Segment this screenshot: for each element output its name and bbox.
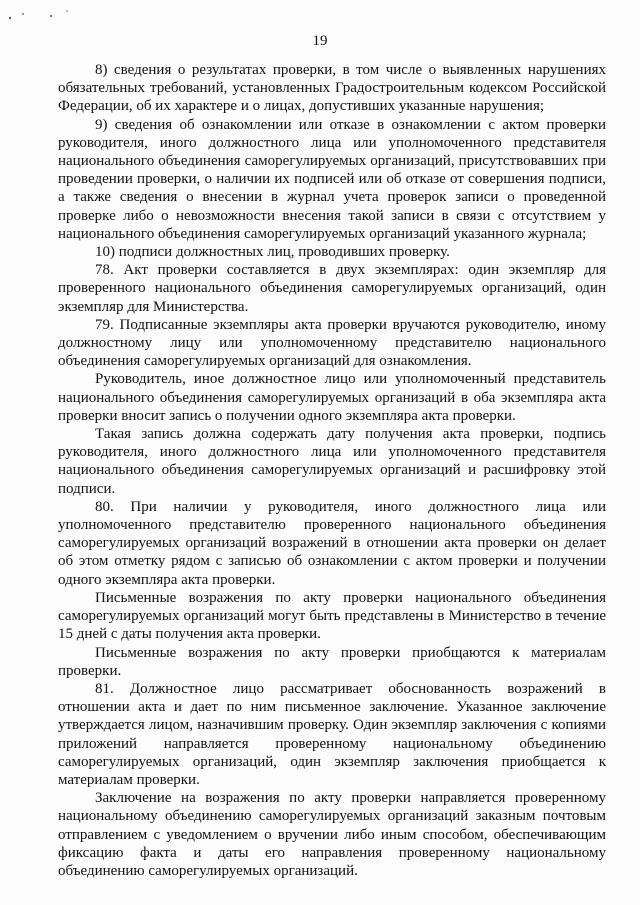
scan-specks bbox=[4, 4, 74, 24]
page-number: 19 bbox=[312, 33, 328, 49]
paragraph-record-contents: Такая запись должна содержать дату получения акта проверки, подпись руководителя, иного должностного лица или уполномоченного представителя национального объединения саморегулируемых организаций и расшифровку этой подписи. bbox=[58, 426, 606, 497]
paragraph-objections-attached: Письменные возражения по акту проверки приобщаются к материалам проверки. bbox=[58, 644, 606, 679]
paragraph-clause-80: 80. При наличии у руководителя, иного должностного лица или уполномоченного представителю проверенного национального объединения саморегулируемых организаций возражений в отношении акта проверки он делает об этом отметку рядом с записью об ознакомлении с актом проверки и получении одного экземпляра акта проверки. bbox=[58, 498, 606, 588]
paragraph-receipt-record: Руководитель, иное должностное лицо или уполномоченный представитель национального объединения саморегулируемых организаций в оба экземпляра акта проверки вносит запись о получении одного экземпляра акта проверки. bbox=[58, 371, 606, 424]
document-body bbox=[58, 61, 606, 880]
paragraph-item-10: 10) подписи должностных лиц, проводивших проверку. bbox=[95, 244, 450, 261]
paragraph-written-objections: Письменные возражения по акту проверки национального объединения саморегулируемых организаций могут быть представлены в Министерство в течение 15 дней с даты получения акта проверки. bbox=[58, 589, 606, 643]
paragraph-item-9: 9) сведения об ознакомлении или отказе в ознакомлении с актом проверки руководителя, иного должностного лица или уполномоченного представителя национального объединения саморегулируемых организаций, присутствовавших при проведении проверки, о наличии их подписей или об отказе от совершения подписи, а также сведения о внесении в журнал учета проверок записи о проведенной проверке либо о невозможности внесения такой записи в связи с отсутствием у национального объединения саморегулируемых организаций указанного журнала; bbox=[58, 116, 606, 242]
paragraph-clause-78: 78. Акт проверки составляется в двух экземплярах: один экземпляр для проверенного национального объединения саморегулируемых организаций, один экземпляр для Министерства. bbox=[58, 262, 606, 315]
paragraph-item-8: 8) сведения о результатах проверки, в том числе о выявленных нарушениях обязательных требований, установленных Градостроительным кодексом Российской Федерации, об их характере и о лицах, допустивших указанные нарушения; bbox=[58, 62, 606, 115]
paragraph-clause-79: 79. Подписанные экземпляры акта проверки вручаются руководителю, иному должностному лицу или уполномоченному представителю национального объединения саморегулируемых организаций для ознакомления. bbox=[58, 316, 606, 370]
paragraph-clause-81: 81. Должностное лицо рассматривает обоснованность возражений в отношении акта и дает по ним письменное заключение. Указанное заключение утверждается лицом, назначившим проверку. Один экземпляр заключения с копиями приложений направляется проверенному национальному объединению саморегулируемых организаций, один экземпляр заключения приобщается к материалам проверки. bbox=[58, 680, 606, 788]
paragraph-conclusion-sent: Заключение на возражения по акту проверки направляется проверенному национальному объединению саморегулируемых организаций заказным почтовым отправлением с уведомлением о вручении либо иным способом, обеспечивающим фиксацию факта и даты его направления проверенному национальному объединению саморегулируемых организаций. bbox=[58, 790, 606, 879]
